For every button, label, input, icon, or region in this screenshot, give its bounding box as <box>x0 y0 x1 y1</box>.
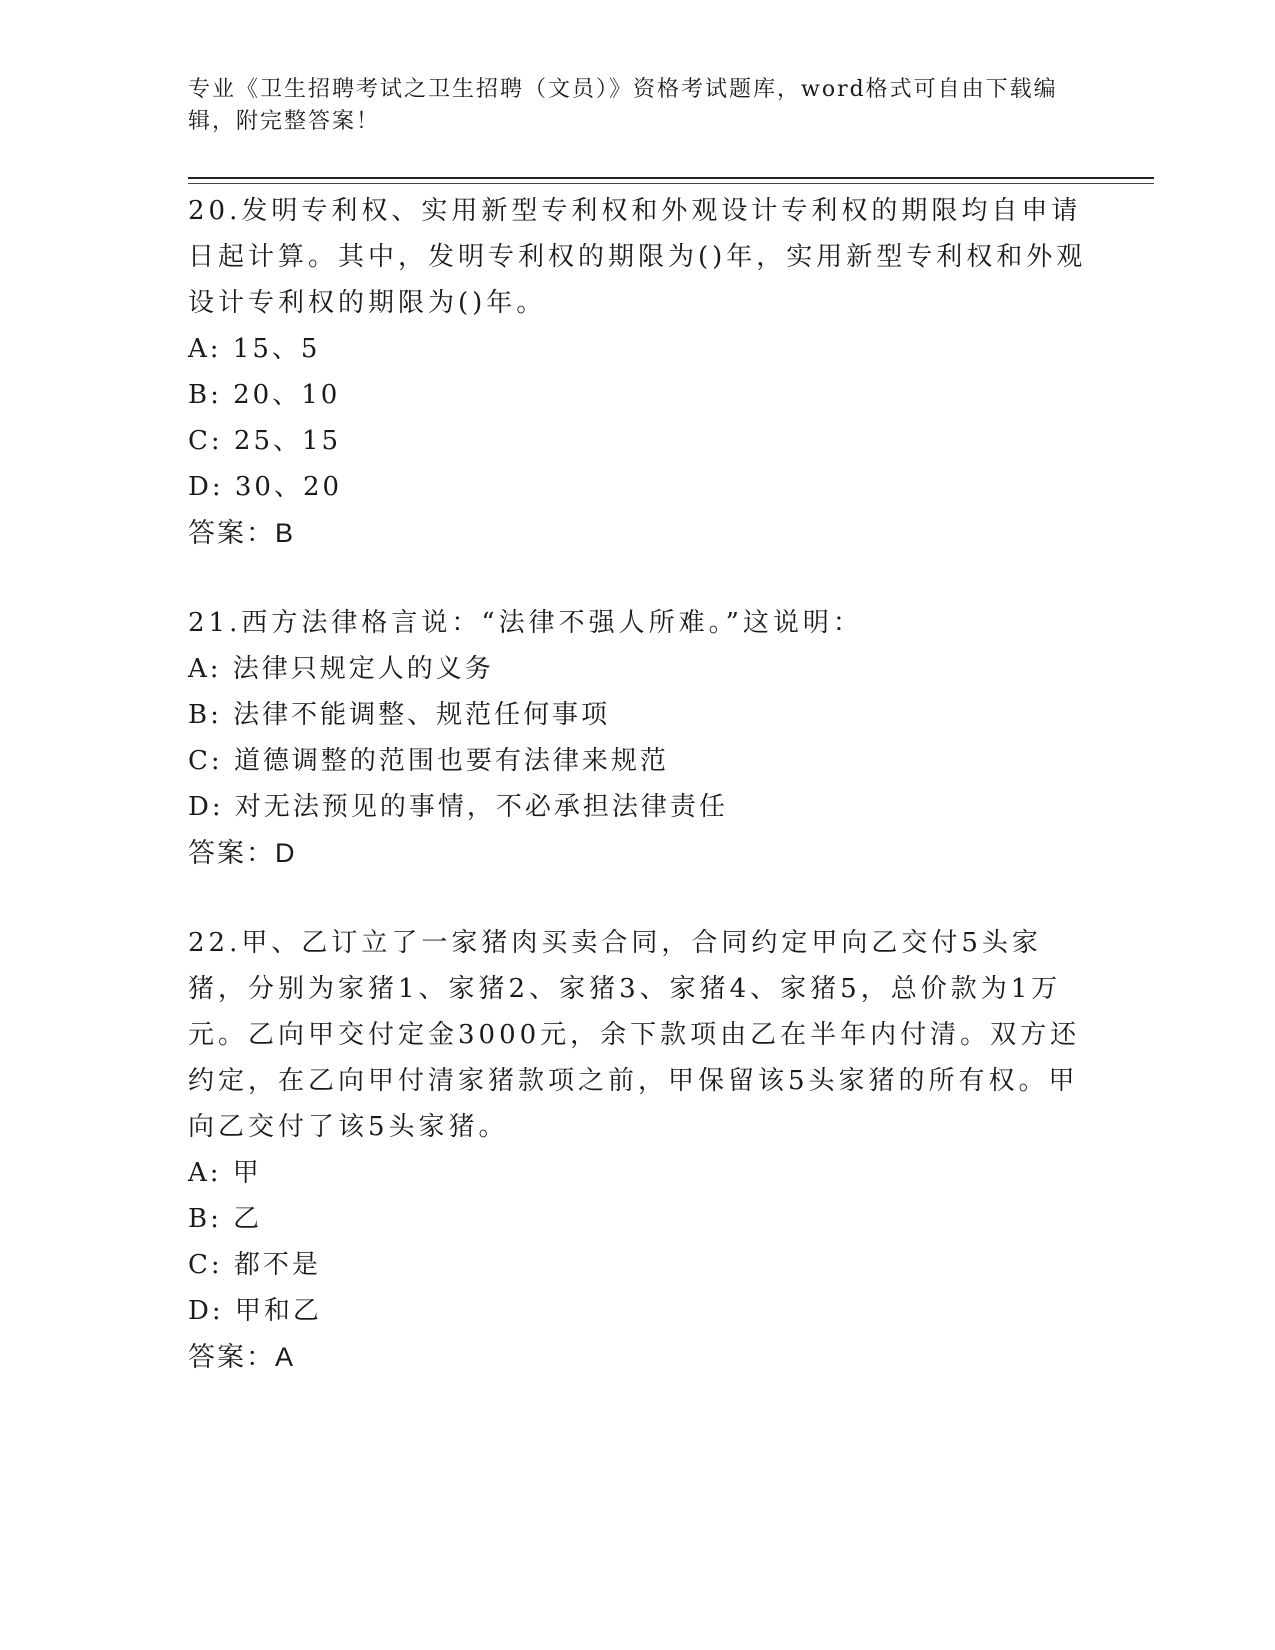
option-c: C: 25、15 <box>188 426 342 456</box>
question-spacer <box>188 876 1088 920</box>
answer-line: 答案：B <box>188 518 296 548</box>
option-a: A: 法律只规定人的义务 <box>188 654 494 684</box>
answer-line: 答案：A <box>188 1342 296 1372</box>
answer-line: 答案：D <box>188 838 297 868</box>
option-b: B: 乙 <box>188 1204 263 1234</box>
option-d: D: 甲和乙 <box>188 1296 322 1326</box>
question-list <box>188 188 1088 1380</box>
option-c: C: 道德调整的范围也要有法律来规范 <box>188 746 669 776</box>
question-20 <box>188 188 1088 556</box>
question-21 <box>188 600 1088 876</box>
option-d: D: 30、20 <box>188 472 343 502</box>
question-stem: 22.甲、乙订立了一家猪肉买卖合同，合同约定甲向乙交付5头家猪，分别为家猪1、家猪2、家猪3、家猪4、家猪5，总价款为1万元。乙向甲交付定金3000元，余下款项由乙在半年内付清。双方还约定，在乙向甲付清家猪款项之前，甲保留该5头家猪的所有权。甲向乙交付了该5头家猪。 <box>188 928 1081 1142</box>
option-d: D: 对无法预见的事情，不必承担法律责任 <box>188 792 728 822</box>
header-divider-thin <box>188 183 1154 184</box>
option-c: C: 都不是 <box>188 1250 321 1280</box>
question-stem: 20.发明专利权、实用新型专利权和外观设计专利权的期限均自申请日起计算。其中，发明专利权的期限为()年，实用新型专利权和外观设计专利权的期限为()年。 <box>188 196 1087 318</box>
header-divider-thick <box>188 177 1154 179</box>
document-header: 专业《卫生招聘考试之卫生招聘（文员）》资格考试题库，word格式可自由下载编辑，附完整答案！ <box>188 77 1058 134</box>
option-a: A: 15、5 <box>188 334 321 364</box>
question-stem: 21.西方法律格言说：“法律不强人所难。”这说明： <box>188 608 863 638</box>
option-b: B: 法律不能调整、规范任何事项 <box>188 700 611 730</box>
option-a: A: 甲 <box>188 1158 262 1188</box>
option-b: B: 20、10 <box>188 380 341 410</box>
question-22 <box>188 920 1088 1380</box>
question-spacer <box>188 556 1088 600</box>
